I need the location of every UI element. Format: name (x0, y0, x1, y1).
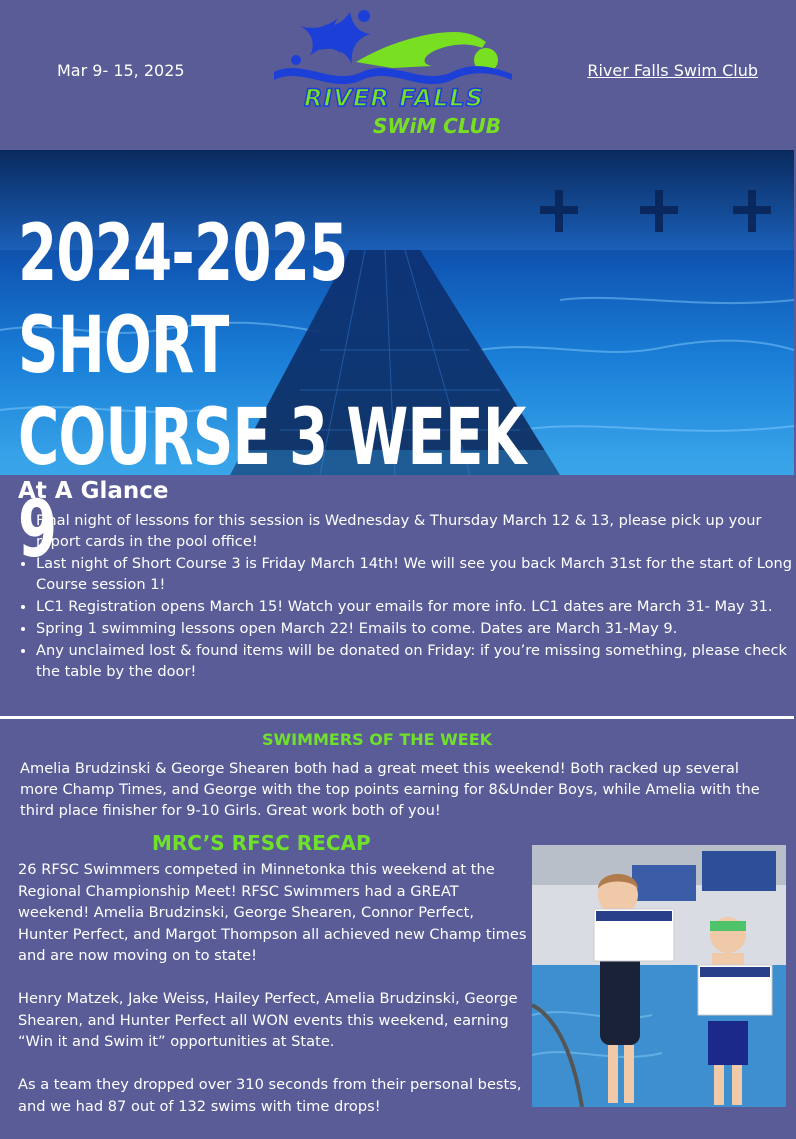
swimmers-of-week-text: Amelia Brudzinski & George Shearen both had a great meet this weekend! Both racked up several more Champ Times, and George with the top points earning for 8&Under Boys, while Amelia with the third place finisher for 9-10 Girls. Great work both of you! (20, 760, 760, 819)
at-a-glance-list (18, 510, 796, 683)
swimmers-of-week-heading: SWIMMERS OF THE WEEK (261, 730, 493, 749)
header (0, 0, 794, 150)
section-divider (0, 716, 794, 719)
at-a-glance-heading: At A Glance (18, 478, 169, 504)
list-item: • LC1 Registration opens March 15! Watch your emails for more info. LC1 dates are March 31- May 31. (36, 596, 796, 617)
hero-title-line2: COURSE 3 WEEK 9 (18, 393, 526, 575)
recap-paragraph: As a team they dropped over 310 seconds from their personal bests, and we had 87 out of 132 swims with time drops! (18, 1076, 522, 1115)
recap-paragraph: 26 RFSC Swimmers competed in Minnetonka this weekend at the Regional Championship Meet! RFSC Swimmers had a GREAT weekend! Amelia Brudzinski, George Shearen, Connor Perfect, Hunter Perfect, and Margot Thompson all achieved new Champ times and are now moving on to state! (18, 861, 527, 964)
recap-body (18, 859, 528, 1139)
club-logo (272, 2, 516, 146)
club-website-link[interactable]: River Falls Swim Club (587, 61, 758, 80)
recap-heading: MRC’S RFSC RECAP (152, 831, 371, 855)
hero-title-line1: 2024-2025 SHORT (18, 209, 348, 391)
list-item: • Last night of Short Course 3 is Friday March 14th! We will see you back March 31st for the start of Long Course session 1! (36, 553, 796, 595)
photo-image (532, 845, 786, 1107)
list-item: • Any unclaimed lost & found items will be donated on Friday: if you’re missing something, please check the table by the door! (36, 640, 796, 682)
recap-paragraph: Henry Matzek, Jake Weiss, Hailey Perfect, Amelia Brudzinski, George Shearen, and Hunter Perfect all WON events this weekend, earning “Win it and Swim it” opportunities at State. (18, 990, 518, 1050)
list-item: • Spring 1 swimming lessons open March 22! Emails to come. Dates are March 31-May 9. (36, 618, 796, 639)
swimmers-photo (532, 845, 786, 1107)
newsletter-date: Mar 9- 15, 2025 (57, 61, 185, 80)
logo-subwordmark: SWiM CLUB (373, 114, 501, 138)
logo-wordmark: RIVER FALLS (304, 84, 484, 112)
list-item: • Final night of lessons for this session is Wednesday & Thursday March 12 & 13, please pick up your report cards in the pool office! (36, 510, 796, 552)
